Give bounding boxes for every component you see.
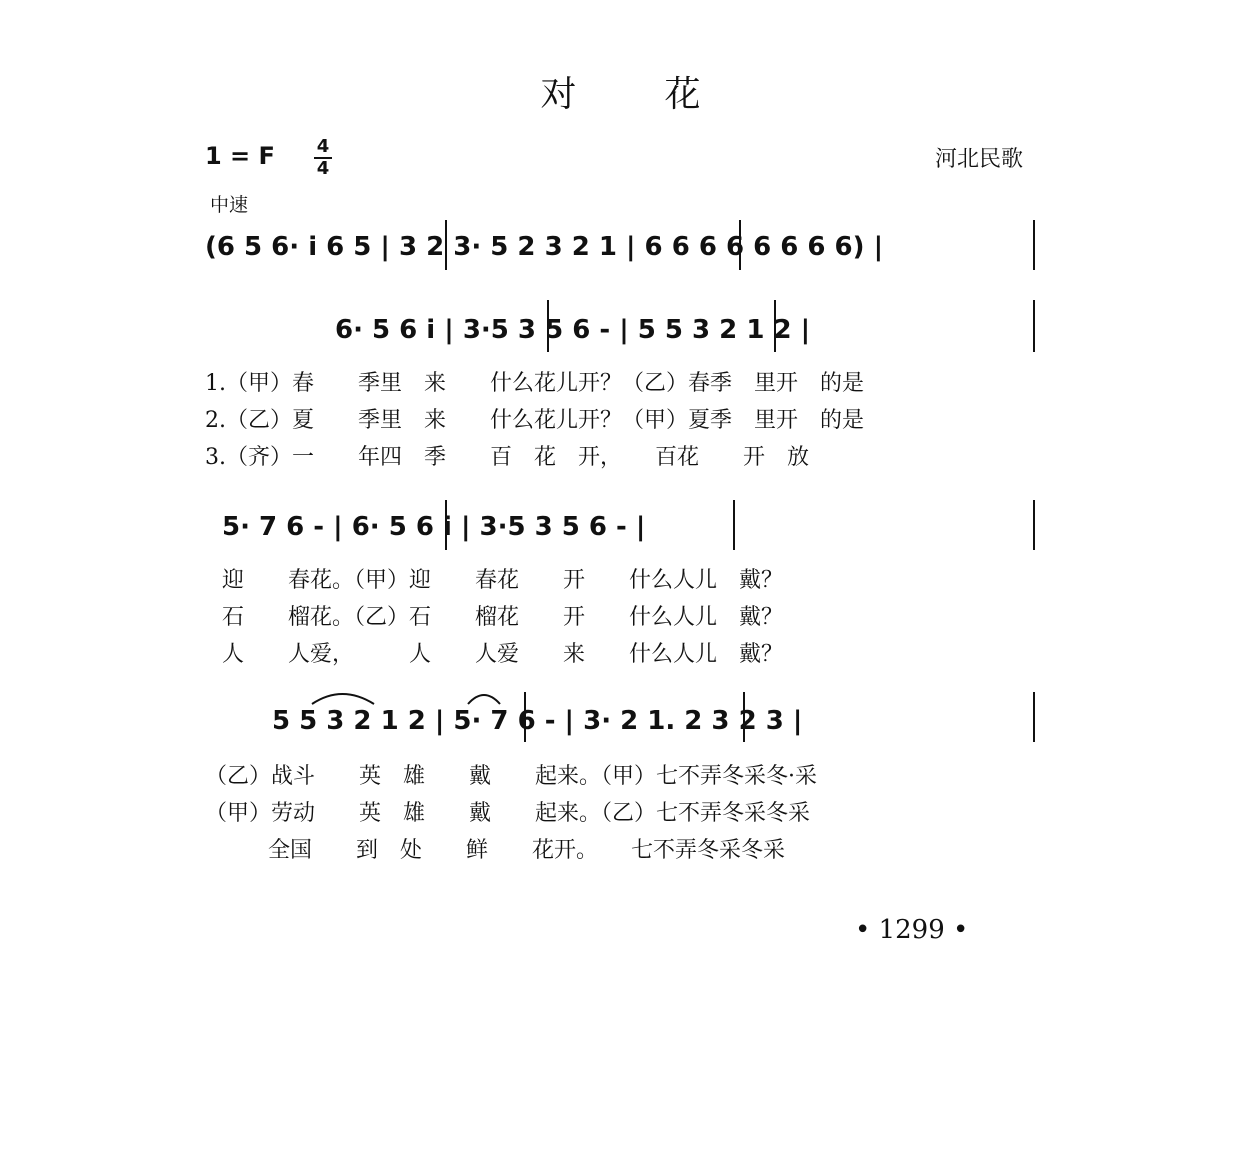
lyric-verse1-line2: 迎 春花。（甲）迎 春花 开 什么人儿 戴？: [222, 568, 784, 593]
music-line-4: 5 5 3 2 1 2 | 5· 7 6 - | 3· 2 1. 2 3 2 3 |: [272, 706, 803, 736]
lyric-verse2-line2: 石 榴花。（乙）石 榴花 开 什么人儿 戴？: [222, 605, 784, 630]
music-line-2: 6· 5 6 i | 3·5 3 5 6 - | 5 5 3 2 1 2 |: [335, 315, 811, 345]
key-signature: 1 = F: [205, 142, 275, 170]
music-line-3: 5· 7 6 - | 6· 5 6 i | 3·5 3 5 6 - |: [222, 512, 646, 542]
lyric-verse1-line1: 1.（甲）春 季里 来 什么花儿开？（乙）春季 里开 的是: [205, 371, 864, 396]
time-signature-top: 4: [316, 136, 330, 157]
lyric-verse1-line3: （乙）战斗 英 雄 戴 起来。（甲）七不弄冬采冬·采: [205, 764, 817, 789]
lyric-verse2-line3: （甲）劳动 英 雄 戴 起来。（乙）七不弄冬采冬采: [205, 801, 811, 826]
lyric-verse3-line3: 全国 到 处 鲜 花开。 七不弄冬采冬采: [268, 838, 786, 863]
music-line-1: (6 5 6· i 6 5 | 3 2 3· 5 2 3 2 1 | 6 6 6 6 6 6 6 6) |: [205, 232, 884, 262]
time-signature-bottom: 4: [316, 158, 330, 179]
lyric-verse3-line1: 3.（齐）一 年四 季 百 花 开， 百花 开 放: [205, 445, 809, 470]
lyric-verse3-line2: 人 人爱， 人 人爱 来 什么人儿 戴？: [222, 642, 784, 667]
tempo-marking: 中速: [210, 194, 249, 216]
page-number: • 1299 •: [855, 915, 969, 945]
song-origin: 河北民歌: [935, 147, 1024, 172]
title-char-1: 对: [540, 74, 577, 115]
lyric-verse2-line1: 2.（乙）夏 季里 来 什么花儿开？（甲）夏季 里开 的是: [205, 408, 864, 433]
title-char-2: 花: [664, 74, 701, 115]
